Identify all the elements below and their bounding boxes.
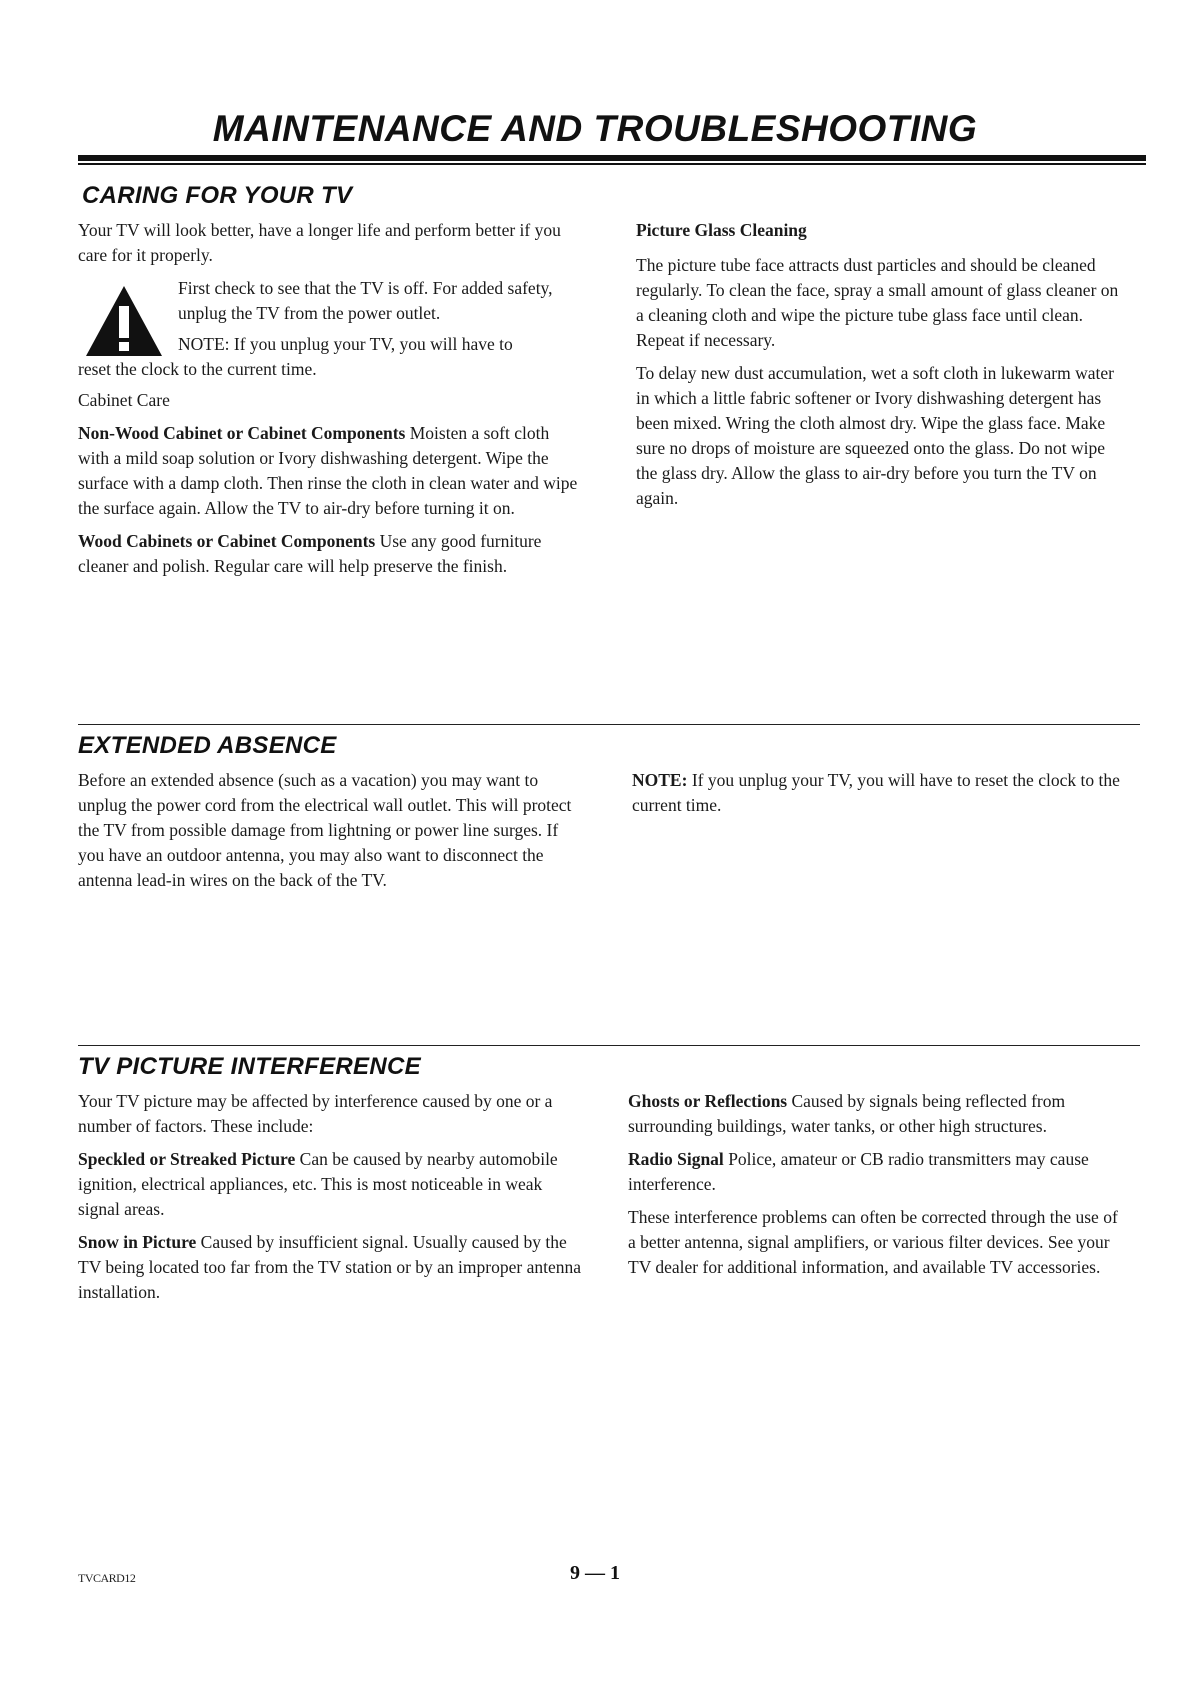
warning-note bbox=[178, 332, 583, 357]
section-divider-interference bbox=[78, 1045, 1140, 1046]
ghosts-text: Caused by signals being reflected from surrounding buildings, water tanks, or other high structures. bbox=[628, 1091, 1066, 1136]
speckled-label: Speckled or Streaked Picture bbox=[78, 1149, 296, 1169]
radio-label: Radio Signal bbox=[628, 1149, 724, 1169]
section-divider-absence bbox=[78, 724, 1140, 725]
note-text-continued: reset the clock to the current time. bbox=[78, 359, 317, 379]
interference-intro: Your TV picture may be affected by interference caused by one or a number of factors. These include: bbox=[78, 1091, 553, 1136]
wood-paragraph bbox=[78, 529, 583, 579]
snow-label: Snow in Picture bbox=[78, 1232, 197, 1252]
absence-body: Before an extended absence (such as a vacation) you may want to unplug the power cord from the electrical wall outlet. This will protect the TV from possible damage from lightning or power line surges. If you have an outdoor antenna, you may also want to disconnect the antenna lead-in wires on the back of the TV. bbox=[78, 770, 572, 890]
wood-label: Wood Cabinets or Cabinet Components bbox=[78, 531, 376, 551]
title-rule bbox=[78, 155, 1146, 161]
snow-paragraph bbox=[78, 1230, 583, 1305]
interference-right-column bbox=[628, 1089, 1128, 1288]
caring-intro: Your TV will look better, have a longer life and perform better if you care for it properly. bbox=[78, 220, 561, 265]
glass-cleaning-heading: Picture Glass Cleaning bbox=[636, 220, 807, 240]
speckled-paragraph bbox=[78, 1147, 583, 1222]
note-label: NOTE: bbox=[178, 334, 230, 354]
interference-closing: These interference problems can often be corrected through the use of a better antenna, signal amplifiers, or various filter devices. See your TV dealer for additional information, and available TV accessories. bbox=[628, 1207, 1118, 1277]
nonwood-text: Moisten a soft cloth with a mild soap solution or Ivory dishwashing detergent. Wipe the surface with a damp cloth. Then rinse the cloth in clean water and wipe the surface again. Allow the TV to air-dry before turning it on. bbox=[78, 423, 578, 518]
warning-block bbox=[78, 276, 583, 382]
warning-text: First check to see that the TV is off. For added safety, unplug the TV from the power outlet. bbox=[178, 278, 553, 323]
nonwood-label: Non-Wood Cabinet or Cabinet Components bbox=[78, 423, 406, 443]
section-heading-absence: EXTENDED ABSENCE bbox=[78, 732, 337, 759]
page-number: 9 — 1 bbox=[570, 1562, 620, 1584]
radio-paragraph bbox=[628, 1147, 1128, 1197]
caring-right-column bbox=[636, 218, 1126, 519]
glass-cleaning-paragraph-1: The picture tube face attracts dust particles and should be cleaned regularly. To clean the face, spray a small amount of glass cleaner on a cleaning cloth and wipe the picture tube glass face until clean. Repeat if necessary. bbox=[636, 255, 1119, 350]
caring-left-column bbox=[78, 218, 583, 587]
snow-text: Caused by insufficient signal. Usually caused by the TV being located too far from the TV station or by an improper antenna installation. bbox=[78, 1232, 581, 1302]
cabinet-care-heading: Cabinet Care bbox=[78, 390, 170, 410]
absence-note-text: If you unplug your TV, you will have to reset the clock to the current time. bbox=[632, 770, 1120, 815]
ghosts-paragraph bbox=[628, 1089, 1128, 1139]
title-rule-thin bbox=[78, 163, 1146, 165]
absence-note bbox=[632, 768, 1127, 818]
ghosts-label: Ghosts or Reflections bbox=[628, 1091, 788, 1111]
radio-text: Police, amateur or CB radio transmitters may cause interference. bbox=[628, 1149, 1089, 1194]
absence-left-column bbox=[78, 768, 583, 901]
page-title: MAINTENANCE AND TROUBLESHOOTING bbox=[212, 108, 978, 149]
nonwood-paragraph bbox=[78, 421, 583, 521]
warning-triangle-icon bbox=[84, 284, 164, 358]
section-heading-caring: CARING FOR YOUR TV bbox=[82, 182, 353, 209]
footer-code: TVCARD12 bbox=[78, 1571, 136, 1585]
wood-text: Use any good furniture cleaner and polish. Regular care will help preserve the finish. bbox=[78, 531, 542, 576]
section-heading-interference: TV PICTURE INTERFERENCE bbox=[78, 1053, 421, 1080]
interference-left-column bbox=[78, 1089, 583, 1313]
glass-cleaning-paragraph-2: To delay new dust accumulation, wet a soft cloth in lukewarm water in which a little fabric softener or Ivory dishwashing detergent has been mixed. Wring the cloth almost dry. Wipe the glass face. Make sure no drops of moisture are squeezed onto the glass. Do not wipe the glass dry. Allow the glass to air-dry before you turn the TV on again. bbox=[636, 363, 1114, 508]
note-text: If you unplug your TV, you will have to bbox=[229, 334, 513, 354]
absence-note-label: NOTE: bbox=[632, 770, 688, 790]
absence-right-column bbox=[632, 768, 1127, 826]
speckled-text: Can be caused by nearby automobile ignition, electrical appliances, etc. This is most noticeable in weak signal areas. bbox=[78, 1149, 558, 1219]
